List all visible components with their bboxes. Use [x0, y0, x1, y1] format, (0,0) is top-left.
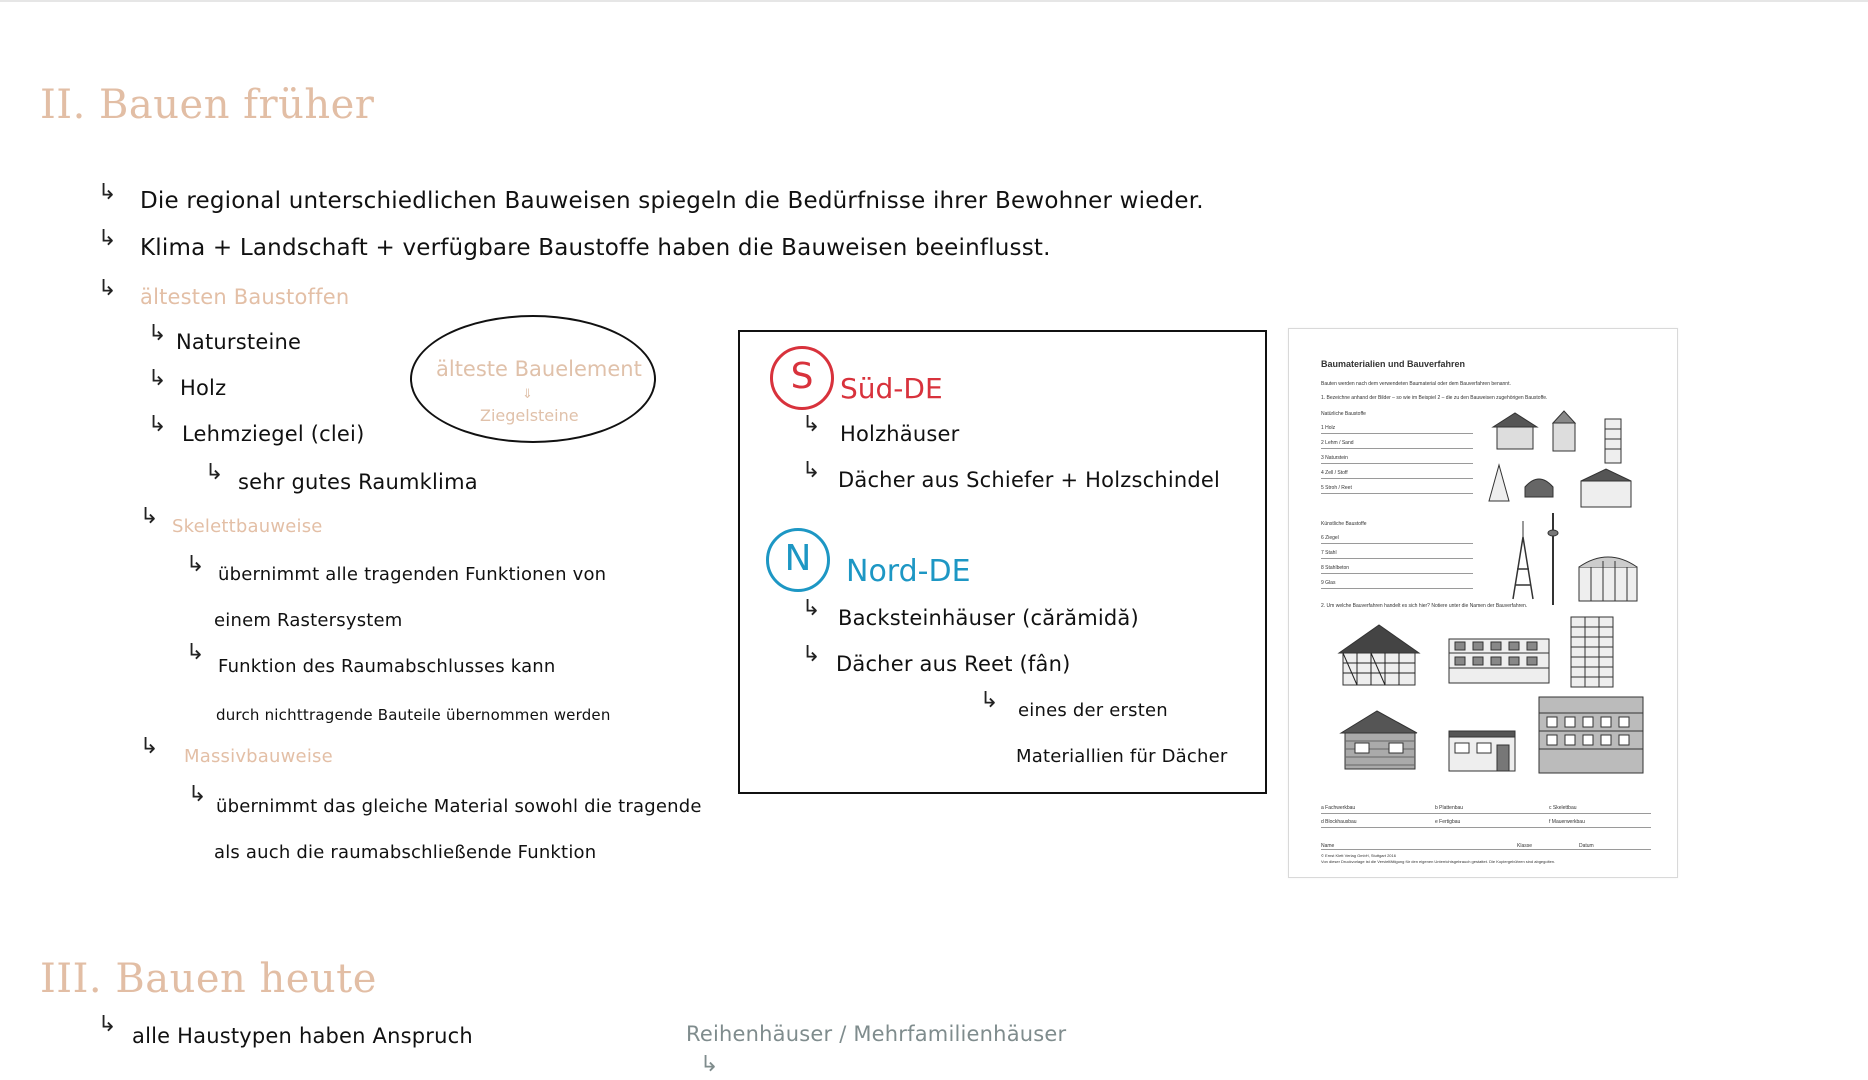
north-circle-icon: N: [766, 528, 830, 592]
down-arrow-icon: ⇓: [522, 387, 533, 402]
south-circle-icon: S: [770, 346, 834, 410]
south-item-holzhaeuser: Holzhäuser: [840, 422, 960, 446]
footer-name: Name: [1321, 843, 1335, 849]
arrow-icon: ↳: [186, 640, 205, 665]
item-lehmziegel: Lehmziegel (clei): [182, 422, 365, 446]
answer-a: a Fachwerkbau: [1321, 805, 1356, 811]
note-ellipse: [410, 315, 656, 443]
massive-line1: übernimmt das gleiche Material sowohl die tragende: [216, 796, 702, 817]
arrow-icon: ↳: [802, 642, 821, 667]
massive-line2: als auch die raumabschließende Funktion: [214, 842, 597, 863]
natural-5: 5 Stroh / Reet: [1321, 485, 1352, 491]
skeleton-line1: übernimmt alle tragenden Funktionen von: [218, 564, 607, 585]
arrow-icon: ↳: [148, 366, 167, 391]
arrow-icon: ↳: [140, 734, 159, 759]
north-item-reet: Dächer aus Reet (fân): [836, 652, 1071, 676]
top-border: [0, 0, 1868, 2]
artificial-heading: Künstliche Baustoffe: [1321, 521, 1367, 527]
footer-class: Klasse: [1517, 843, 1533, 849]
answer-e: e Fertigbau: [1435, 819, 1461, 825]
arrow-icon: ↳: [98, 1012, 117, 1037]
arrow-icon: ↳: [98, 180, 117, 205]
copyright-1: © Ernst Klett Verlag GmbH, Stuttgart 2016: [1321, 853, 1396, 858]
north-label: Nord-DE: [846, 554, 971, 589]
skeleton-line3: Funktion des Raumabschlusses kann: [218, 656, 556, 677]
arrow-icon: ↳: [802, 596, 821, 621]
item-natursteine: Natursteine: [176, 330, 302, 354]
artificial-7: 7 Stahl: [1321, 550, 1337, 556]
section-title-bauen-frueher: II. Bauen früher: [40, 82, 375, 128]
arrow-icon: ↳: [205, 460, 224, 485]
arrow-icon: ↳: [802, 458, 821, 483]
arrow-icon: ↳: [98, 276, 117, 301]
heading-reihenhaeuser: Reihenhäuser / Mehrfamilienhäuser: [686, 1022, 1067, 1046]
worksheet-title: Baumaterialien und Bauverfahren: [1321, 359, 1466, 369]
south-item-daecher: Dächer aus Schiefer + Holzschindel: [838, 468, 1221, 492]
answer-d: d Blockhausbau: [1321, 819, 1357, 825]
sub-raumklima: sehr gutes Raumklima: [238, 470, 478, 494]
bullet-regional: Die regional unterschiedlichen Bauweisen spiegeln die Bedürfnisse ihrer Bewohner wieder.: [140, 188, 1204, 214]
natural-3: 3 Naturstein: [1321, 455, 1348, 461]
section-title-bauen-heute: III. Bauen heute: [40, 956, 377, 1002]
south-label: Süd-DE: [840, 372, 943, 405]
skeleton-line2: einem Rastersystem: [214, 610, 403, 631]
arrow-icon: ↳: [148, 321, 167, 346]
worksheet-task1: 1. Bezeichne anhand der Bilder – so wie im Beispiel 2 – die zu den Bauweisen zugehörigen Baustoffe.: [1321, 395, 1548, 401]
heading-skelettbauweise: Skelettbauweise: [172, 516, 323, 537]
worksheet-task2: 2. Um welche Bauverfahren handelt es sich hier? Notiere unter die Namen der Bauverfahren.: [1321, 603, 1528, 609]
north-sub2: Materiallien für Dächer: [1016, 746, 1228, 767]
building-pictograms-2: [1337, 613, 1647, 791]
arrow-icon: ↳: [140, 504, 159, 529]
heading-massivbauweise: Massivbauweise: [184, 746, 333, 767]
arrow-icon: ↳: [802, 412, 821, 437]
natural-4: 4 Zell / Stoff: [1321, 470, 1348, 476]
bullet-haustypen: alle Haustypen haben Anspruch: [132, 1024, 473, 1048]
arrow-icon: ↳: [148, 412, 167, 437]
arrow-icon: ↳: [188, 782, 207, 807]
north-sub1: eines der ersten: [1018, 700, 1168, 721]
natural-2: 2 Lehm / Sand: [1321, 440, 1354, 446]
bullet-klima: Klima + Landschaft + verfügbare Baustoffe haben die Bauweisen beeinflusst.: [140, 235, 1051, 261]
worksheet-image: [1288, 328, 1678, 878]
north-item-backstein: Backsteinhäuser (cărămidă): [838, 606, 1139, 630]
item-holz: Holz: [180, 376, 227, 400]
answer-f: f Mauerwerkbau: [1549, 819, 1585, 825]
copyright-2: Von dieser Druckvorlage ist die Vervielfältigung für den eigenen Unterrichtsgebrauch gestattet. Die Kopiergebühren sind abgegolten.: [1321, 859, 1556, 864]
answer-c: c Skelettbau: [1549, 805, 1577, 811]
arrow-icon: ↳: [186, 552, 205, 577]
natural-1: 1 Holz: [1321, 425, 1336, 431]
skeleton-line4: durch nichttragende Bauteile übernommen werden: [216, 706, 611, 724]
arrow-icon: ↳: [700, 1052, 719, 1077]
worksheet-intro: Bauten werden nach dem verwendeten Baumaterial oder dem Bauverfahren benannt.: [1321, 381, 1511, 387]
building-pictograms-1: [1485, 409, 1653, 619]
ellipse-line1: älteste Bauelement: [436, 357, 642, 381]
ellipse-line2: Ziegelsteine: [480, 406, 579, 425]
natural-heading: Natürliche Baustoffe: [1321, 411, 1366, 417]
artificial-6: 6 Ziegel: [1321, 535, 1339, 541]
footer-date: Datum: [1579, 843, 1594, 849]
arrow-icon: ↳: [98, 226, 117, 251]
answer-b: b Plattenbau: [1435, 805, 1464, 811]
heading-aeltesten-baustoffen: ältesten Baustoffen: [140, 285, 350, 309]
arrow-icon: ↳: [980, 688, 999, 713]
artificial-8: 8 Stahlbeton: [1321, 565, 1350, 571]
artificial-9: 9 Glas: [1321, 580, 1336, 586]
regional-box: [738, 330, 1267, 794]
